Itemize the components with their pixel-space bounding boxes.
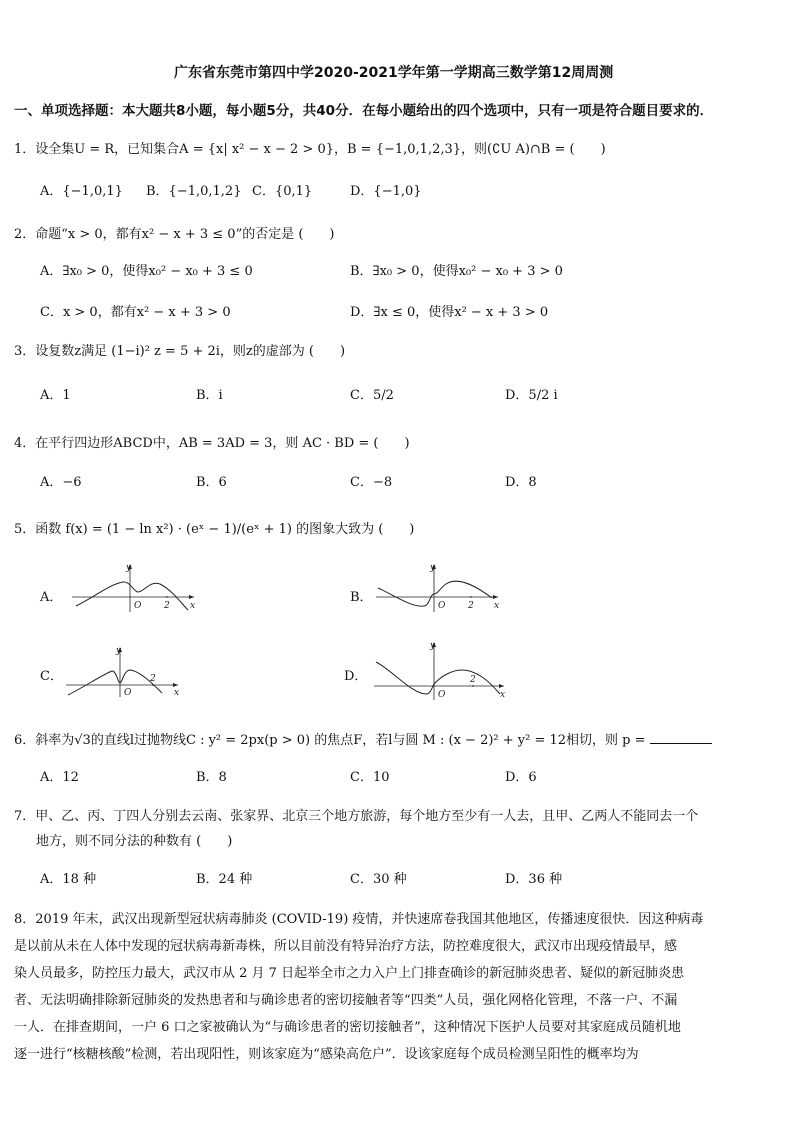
question-3-stem: 3．设复数z满足 (1−i)² z = 5 + 2i，则z的虚部为 ( ) (14, 344, 346, 359)
question-5-graph-a (68, 562, 198, 614)
question-5-option-b-label: B． (350, 590, 373, 605)
page-title: 广东省东莞市第四中学2020-2021学年第一学期高三数学第12周周测 (174, 65, 614, 81)
question-6-option-c: C．10 (350, 770, 390, 785)
question-8-line-1: 8．2019 年末，武汉出现新型冠状病毒肺炎 (COVID-19) 疫情，并快速席卷我国其他地区，传播速度很快．因这种病毒 (14, 912, 704, 927)
graph-a-tick-label: 2 (164, 601, 170, 611)
question-2-option-b: B．∃x₀ > 0，使得x₀² − x₀ + 3 > 0 (350, 264, 563, 279)
question-1-option-d: D．{−1,0} (350, 184, 422, 199)
question-7-option-d: D．36 种 (505, 872, 563, 887)
question-1-stem: 1．设全集U = R，已知集合A = {x| x² − x − 2 > 0}，B = {−1,0,1,2,3}，则(∁U A)∩B = ( ) (14, 142, 606, 157)
question-1-option-c: C．{0,1} (252, 184, 313, 199)
question-7-stem-line-2: 地方，则不同分法的种数有 ( ) (36, 834, 233, 849)
question-6-option-a: A．12 (40, 770, 79, 785)
graph-d-x-label: x (500, 690, 506, 700)
question-5-option-c-label: C． (40, 669, 63, 684)
question-7-option-a: A．18 种 (40, 872, 97, 887)
question-4-option-b: B．6 (196, 475, 227, 490)
question-4-option-d: D．8 (505, 475, 537, 490)
question-8-line-2: 是以前从未在人体中发现的冠状病毒新毒株，所以目前没有特异治疗方法，防控难度很大，武汉市出现疫情最早，感 (14, 939, 678, 954)
graph-b-y-label: y (430, 563, 436, 573)
graph-a-x-label: x (190, 601, 196, 611)
question-8-line-5: 一人．在排查期间，一户 6 口之家被确认为“与确诊患者的密切接触者”，这种情况下医护人员要对其家庭成员随机地 (14, 1020, 681, 1035)
question-7-stem-line-1: 7．甲、乙、丙、丁四人分别去云南、张家界、北京三个地方旅游，每个地方至少有一人去，且甲、乙两人不能同去一个 (14, 809, 699, 824)
question-1-option-b: B．{−1,0,1,2} (146, 184, 242, 199)
graph-b-origin-label: O (438, 601, 446, 611)
question-2-stem: 2．命题“x > 0，都有x² − x + 3 ≤ 0”的否定是 ( ) (14, 227, 335, 242)
graph-d-origin-label: O (438, 690, 446, 700)
question-7-option-b: B．24 种 (196, 872, 253, 887)
question-6-option-d: D．6 (505, 770, 537, 785)
question-1-option-a: A．{−1,0,1} (40, 184, 123, 199)
question-6-stem-line (14, 731, 712, 750)
question-8-line-6: 逐一进行“核糖核酸”检测，若出现阳性，则该家庭为“感染高危户”．设该家庭每个成员检测呈阳性的概率均为 (14, 1047, 639, 1062)
question-2-option-a: A．∃x₀ > 0，使得x₀² − x₀ + 3 ≤ 0 (40, 264, 253, 279)
answer-blank (650, 731, 712, 744)
question-3-option-c: C．5/2 (350, 388, 394, 403)
graph-b-tick-label: 2 (468, 601, 474, 611)
question-4-option-c: C．−8 (350, 475, 393, 490)
question-3-option-a: A．1 (40, 388, 71, 403)
question-4-option-a: A．−6 (40, 475, 82, 490)
graph-d-y-label: y (430, 641, 436, 651)
graph-a-y-label: y (126, 563, 132, 573)
graph-c-y-label: y (116, 646, 122, 656)
question-8-line-3: 染人员最多，防控压力最大，武汉市从 2 月 7 日起举全市之力入户上门排查确诊的新冠肺炎患者、疑似的新冠肺炎患 (14, 966, 685, 981)
question-5-option-d-label: D． (344, 669, 368, 684)
question-3-option-b: B．i (196, 388, 223, 403)
question-2-option-c: C．x > 0，都有x² − x + 3 > 0 (40, 305, 231, 320)
graph-c-origin-label: O (124, 688, 132, 698)
graph-c-x-label: x (174, 688, 180, 698)
question-5-graph-c (62, 645, 182, 699)
question-8-line-4: 者、无法明确排除新冠肺炎的发热患者和与确诊患者的密切接触者等“四类”人员，强化网格化管理，不落一户、不漏 (14, 993, 678, 1008)
question-3-option-d: D．5/2 i (505, 388, 558, 403)
question-4-stem: 4．在平行四边形ABCD中，AB = 3AD = 3，则 AC · BD = ( ) (14, 436, 410, 451)
question-5-graph-b (372, 562, 502, 614)
graph-a-origin-label: O (134, 601, 142, 611)
question-2-option-d: D．∃x ≤ 0，使得x² − x + 3 > 0 (350, 305, 549, 320)
question-6-stem: 6．斜率为√3的直线l过抛物线C : y² = 2px(p > 0) 的焦点F，若l与圆 M : (x − 2)² + y² = 12相切，则 p = (14, 733, 646, 748)
graph-b-x-label: x (494, 601, 500, 611)
question-5-graph-d (370, 640, 510, 702)
question-6-option-b: B．8 (196, 770, 227, 785)
question-7-option-c: C．30 种 (350, 872, 407, 887)
section-heading: 一、单项选择题：本大题共8小题，每小题5分，共40分．在每小题给出的四个选项中，只有一项是符合题目要求的． (14, 103, 714, 119)
question-5-option-a-label: A． (40, 590, 63, 605)
graph-d-tick-label: 2 (470, 675, 476, 685)
graph-c-tick-label: 2 (150, 674, 156, 684)
question-5-stem: 5．函数 f(x) = (1 − ln x²) · (eˣ − 1)/(eˣ + 1) 的图象大致为 ( ) (14, 522, 415, 537)
